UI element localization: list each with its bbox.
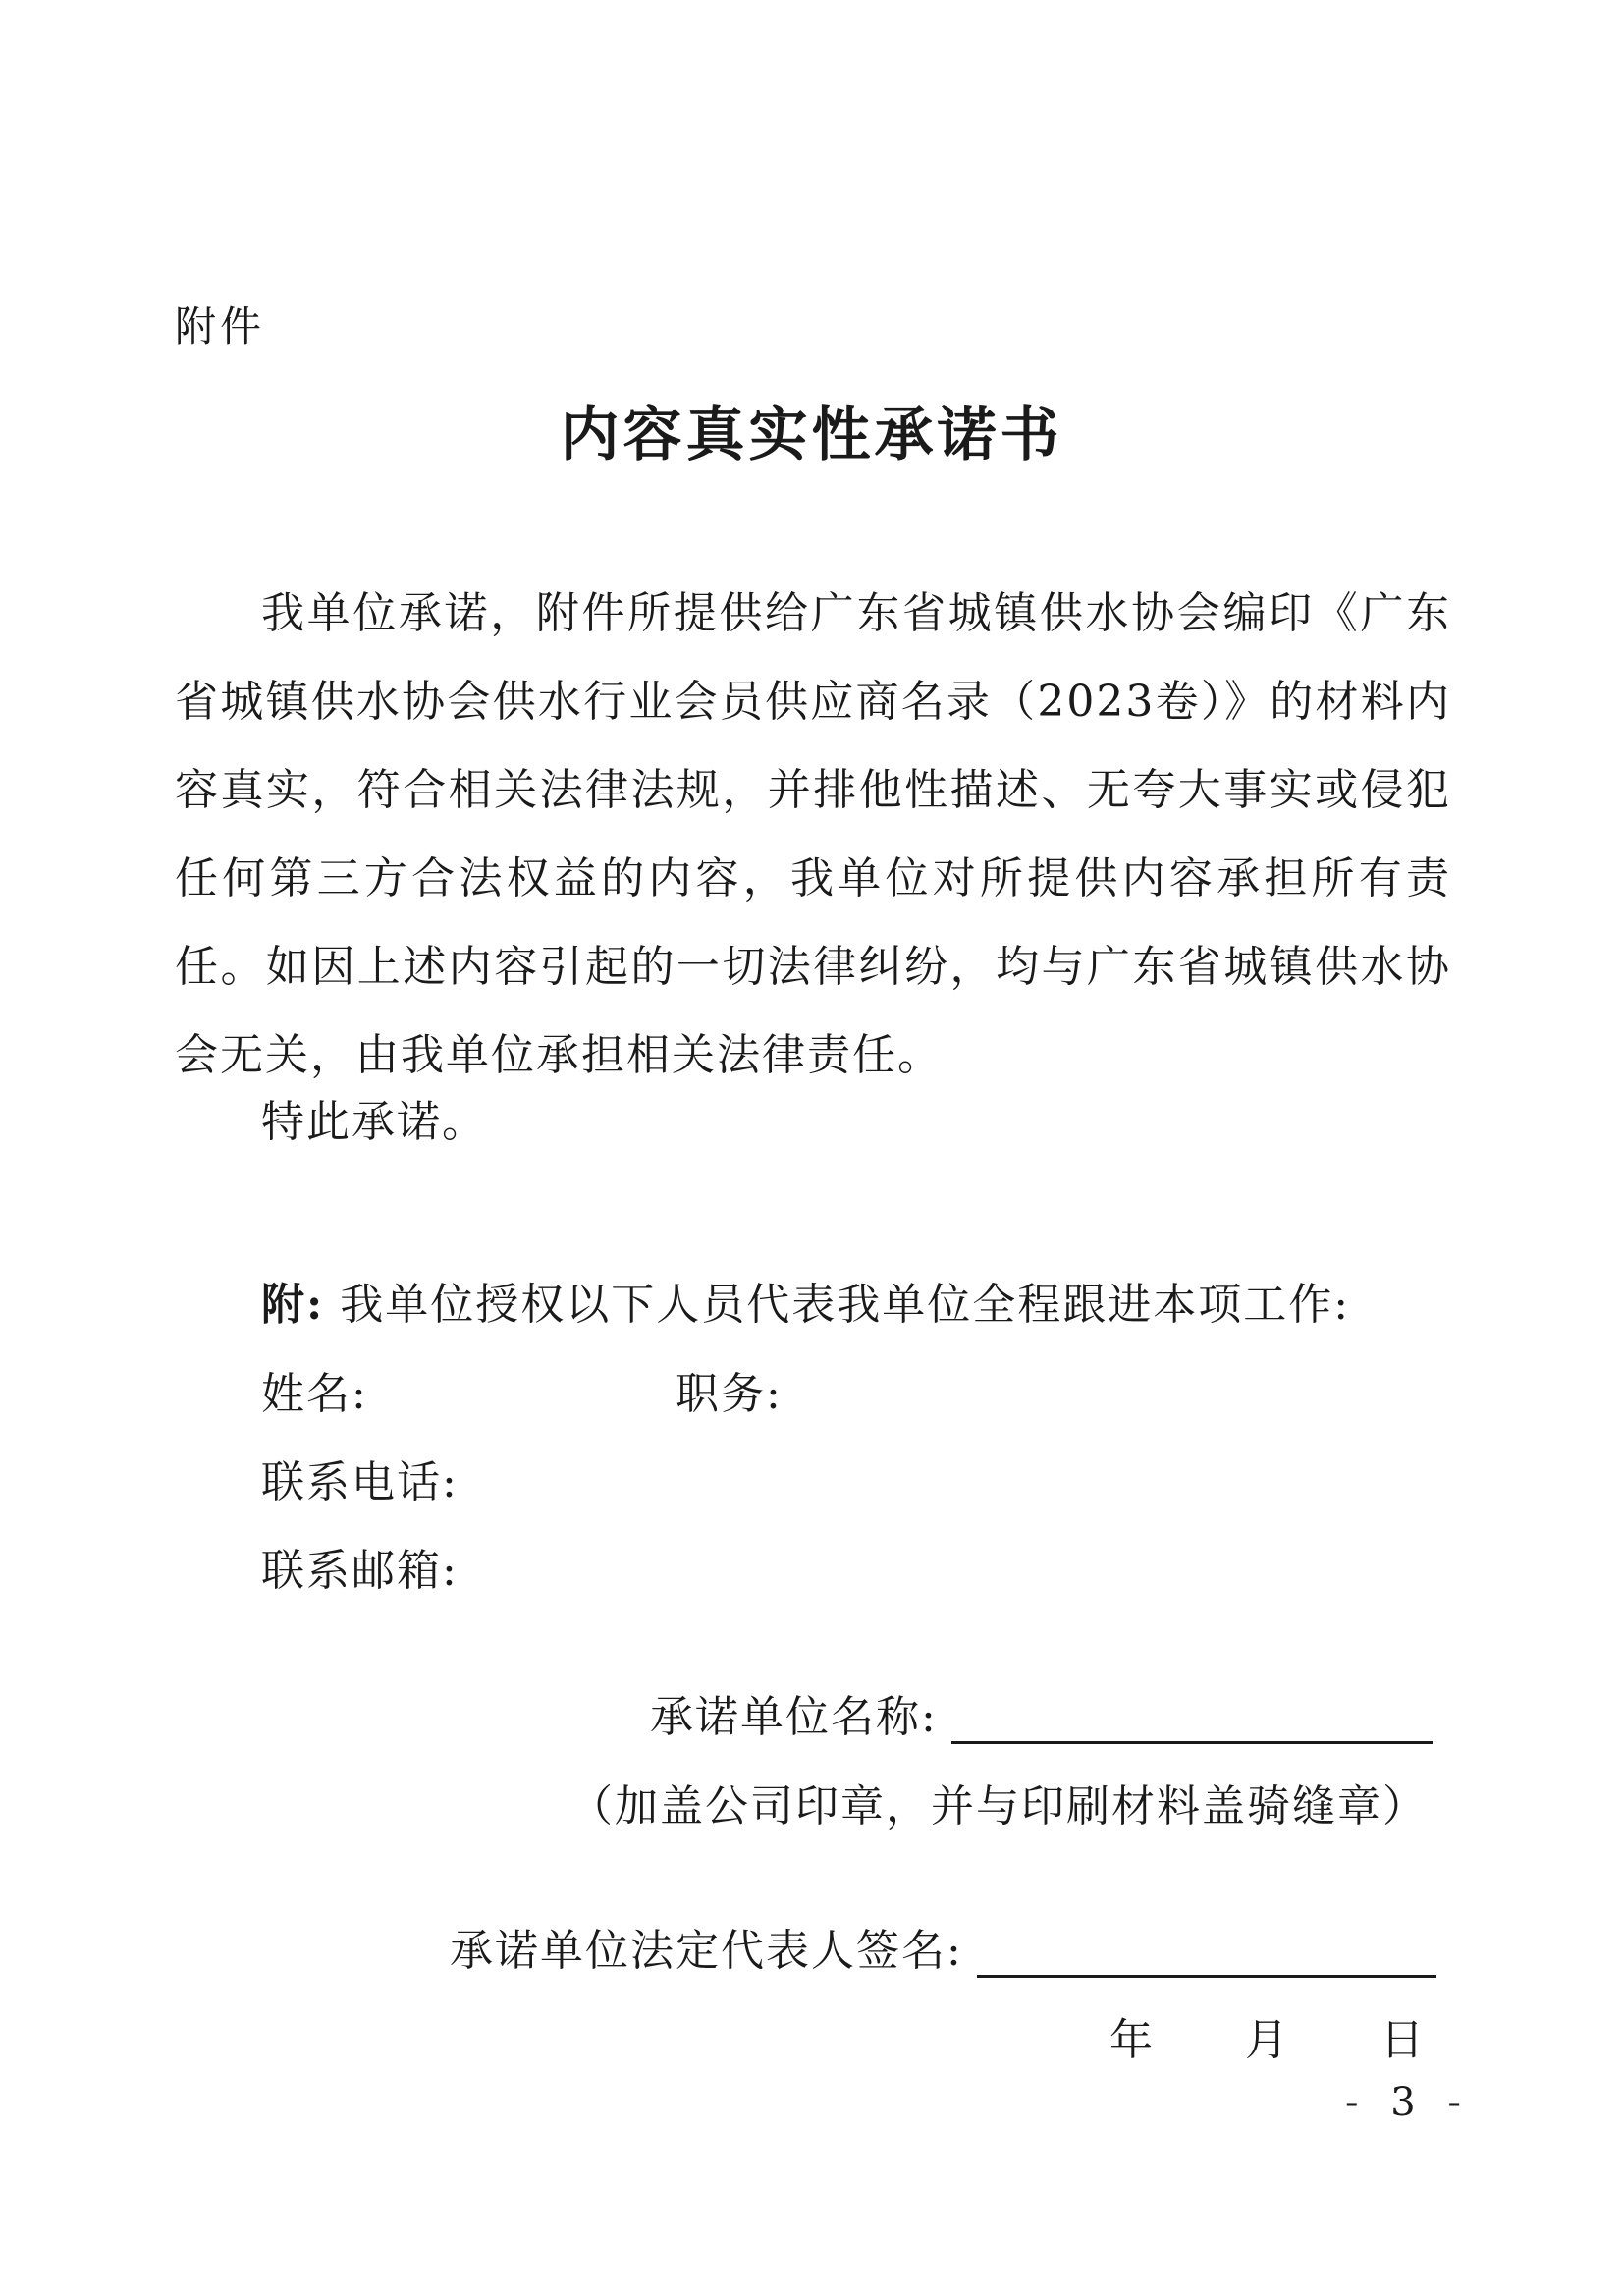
date-day: 日 (1380, 2015, 1424, 2065)
organization-name-row (650, 1681, 1433, 1744)
appendix-text: 我单位授权以下人员代表我单位全程跟进本项工作: (340, 1280, 1351, 1330)
date-row (1109, 2004, 1424, 2067)
organization-name-label: 承诺单位名称: (650, 1692, 938, 1742)
appendix-line (261, 1269, 1350, 1332)
closing-statement: 特此承诺。 (261, 1097, 487, 1147)
position-field-label: 职务: (676, 1369, 783, 1419)
appendix-lead: 附: (261, 1280, 325, 1330)
representative-signature-label: 承诺单位法定代表人签名: (450, 1926, 963, 1976)
document-title: 内容真实性承诺书 (560, 401, 1063, 469)
commitment-paragraph: 我单位承诺，附件所提供给广东省城镇供水协会编印《广东省城镇供水协会供水行业会员供应商名录（2023卷）》的材料内容真实，符合相关法律法规，并排他性描述、无夸大事实或侵犯任何第三方合法权益的内容，我单位对所提供内容承担所有责任。如因上述内容引起的一切法律纠纷，均与广东省城镇供水协会无关，由我单位承担相关法律责任。 (175, 588, 1451, 1080)
page-number: - 3 - (1345, 2080, 1471, 2125)
phone-field-label: 联系电话: (261, 1457, 459, 1507)
date-year: 年 (1109, 2015, 1153, 2065)
seal-note: （加盖公司印章，并与印刷材料盖骑缝章） (569, 1781, 1428, 1831)
representative-signature-row (450, 1915, 1436, 1978)
organization-name-blank (951, 1698, 1433, 1744)
date-month: 月 (1245, 2015, 1288, 2065)
name-field-label: 姓名: (261, 1369, 368, 1419)
email-field-label: 联系邮箱: (261, 1546, 459, 1596)
attachment-label: 附件 (175, 302, 266, 351)
representative-signature-blank (977, 1932, 1436, 1978)
